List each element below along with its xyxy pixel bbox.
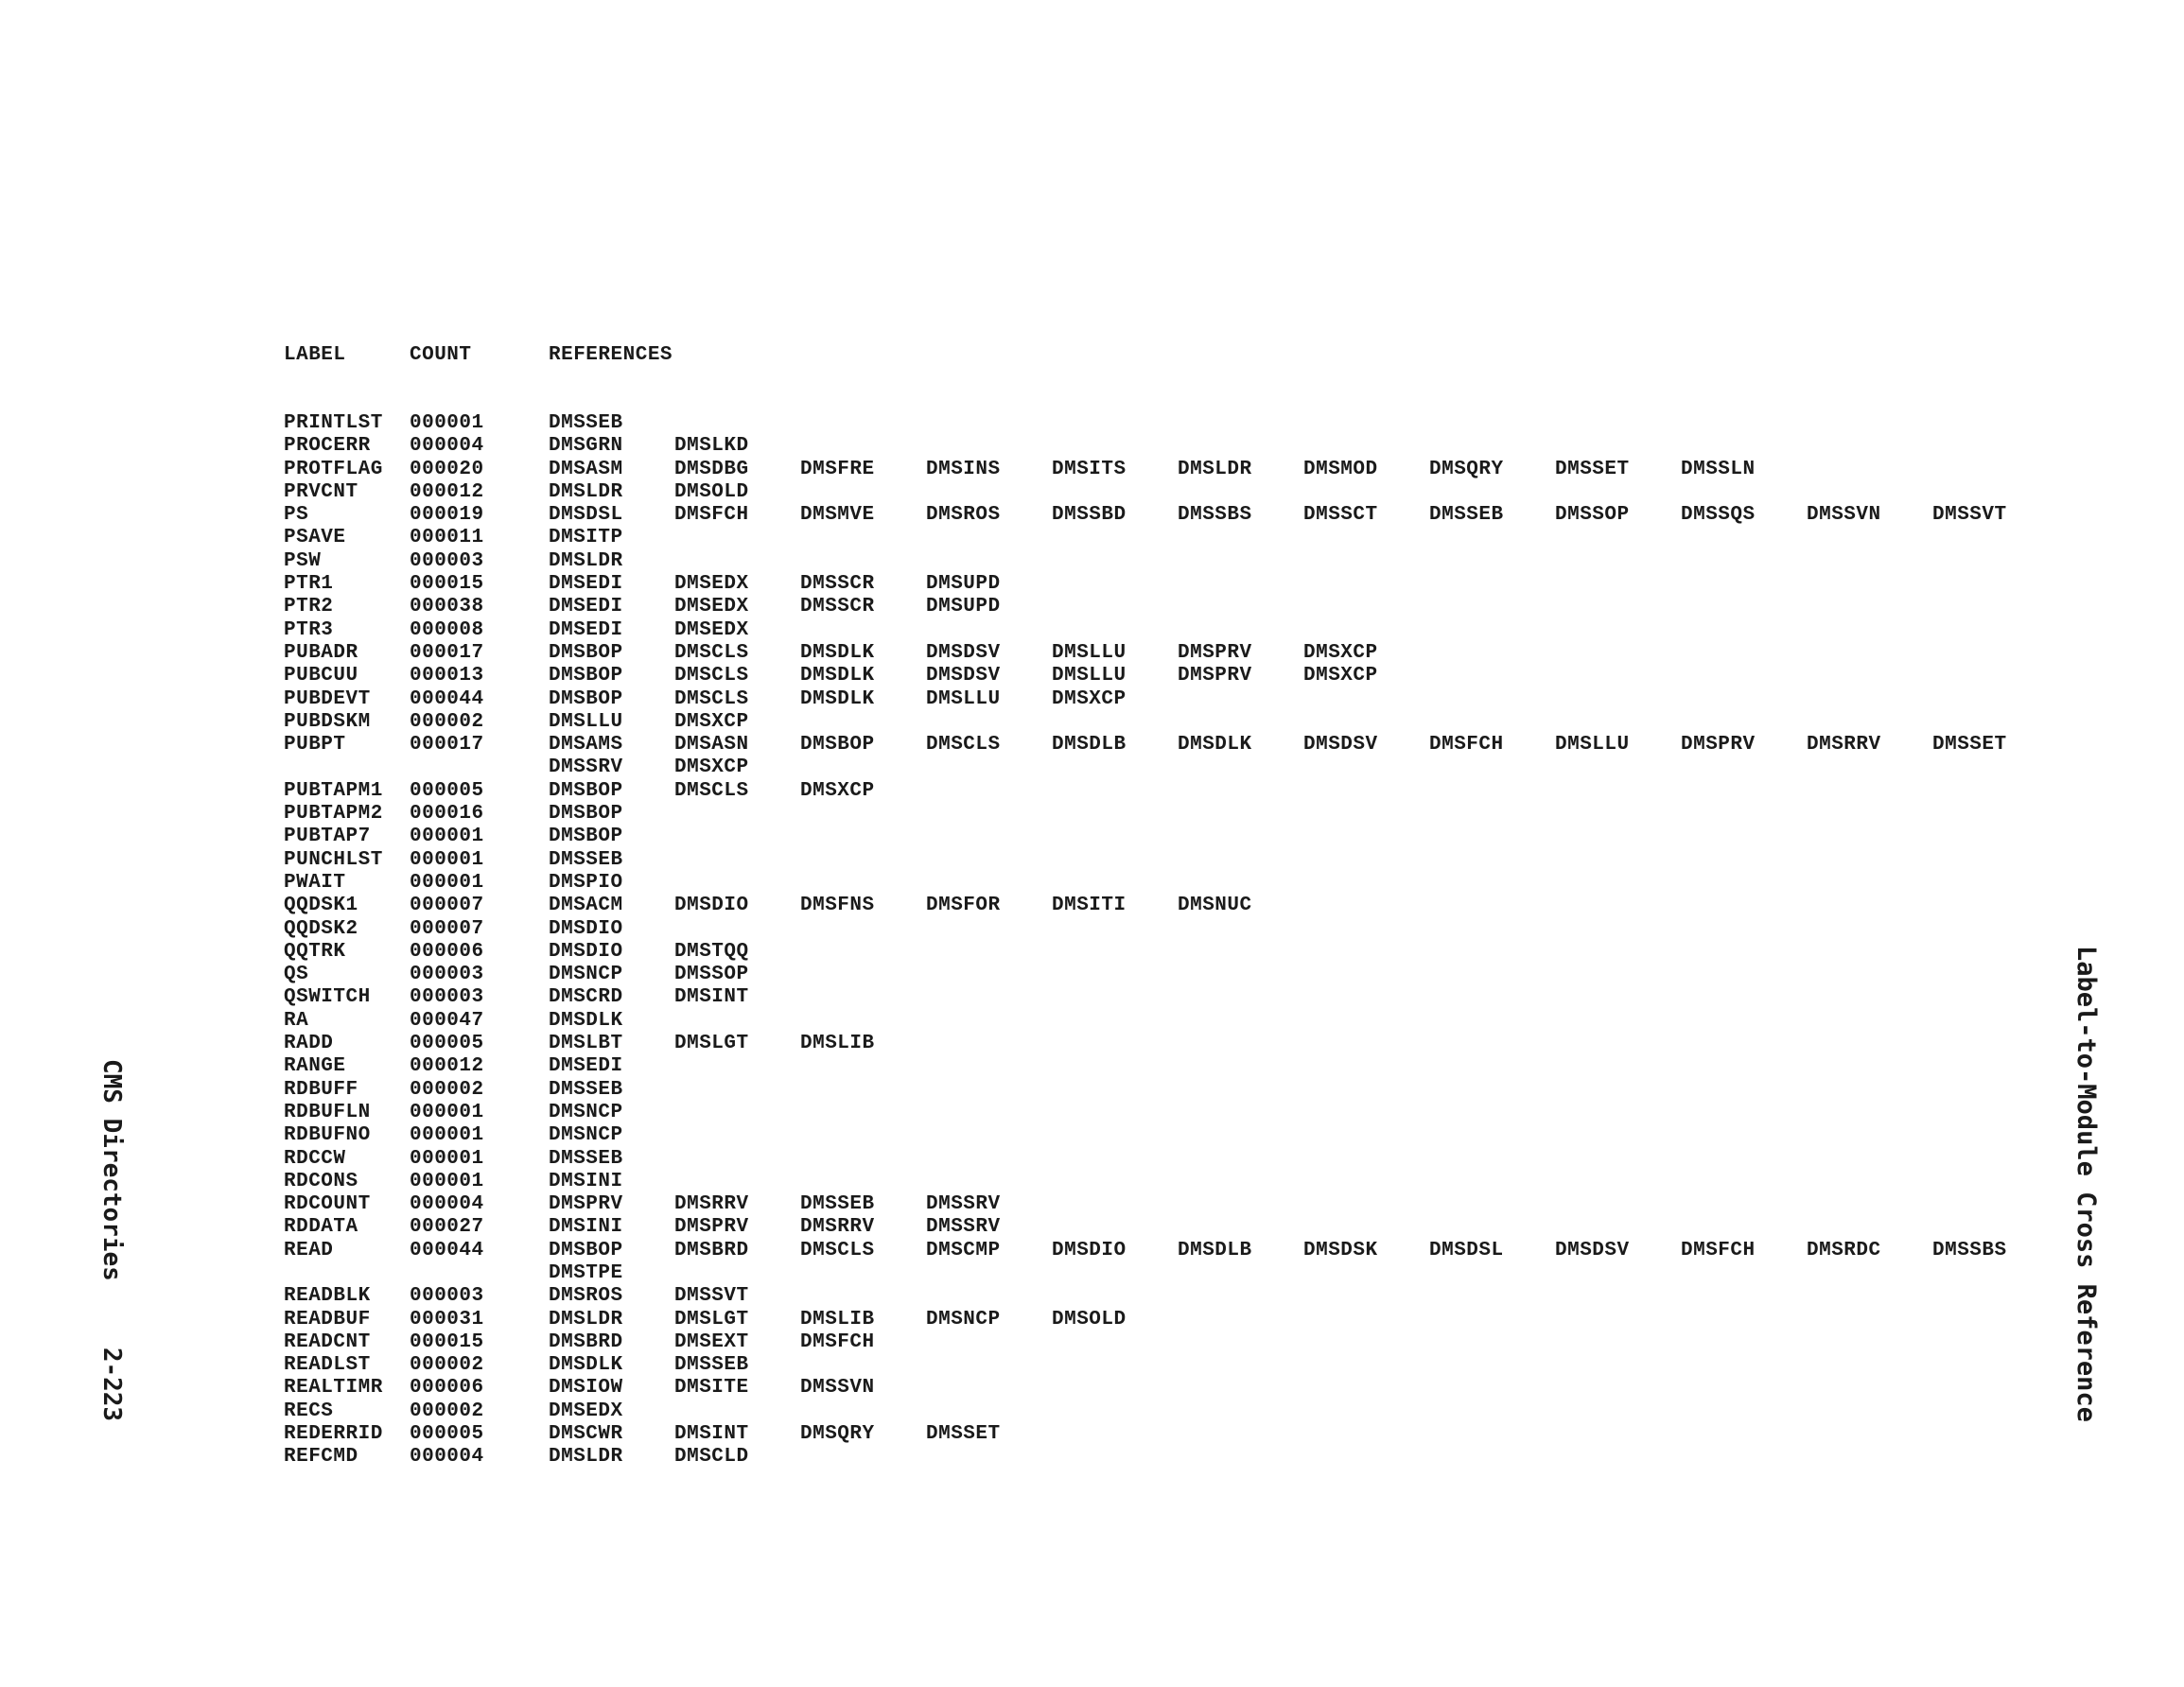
count-cell: 000017: [410, 734, 484, 757]
reference-cell: DMSLLU: [1052, 665, 1127, 687]
reference-cell: DMSAMS: [549, 734, 623, 757]
label-cell: RANGE: [284, 1055, 346, 1078]
count-cell: 000001: [410, 826, 484, 848]
table-row: [284, 1285, 2058, 1308]
reference-cell: DMSXCP: [1052, 687, 1127, 710]
reference-cell: DMSDLK: [800, 641, 875, 664]
reference-cell: DMSSEB: [549, 412, 623, 434]
table-row: [284, 757, 2058, 779]
reference-cell: DMSBOP: [800, 734, 875, 757]
reference-cell: DMSLDR: [549, 480, 623, 503]
label-cell: READLST: [284, 1354, 371, 1377]
label-cell: [284, 757, 410, 779]
label-cell: PTR1: [284, 573, 334, 596]
count-cell: 000002: [410, 1078, 484, 1101]
count-cell: 000044: [410, 687, 484, 710]
label-cell: PS: [284, 504, 309, 527]
count-cell: 000047: [410, 1009, 484, 1032]
reference-cell: DMSLGT: [674, 1308, 749, 1330]
count-cell: 000001: [410, 1170, 484, 1192]
table-row: [284, 826, 2058, 848]
count-cell: [410, 757, 549, 779]
reference-cell: DMSPRV: [1178, 641, 1252, 664]
reference-cell: DMSSQS: [1681, 504, 1756, 527]
reference-cell: DMSBOP: [549, 1239, 623, 1261]
reference-cell: DMSCLS: [674, 779, 749, 802]
table-row: [284, 1010, 2058, 1033]
reference-cell: DMSSEB: [549, 848, 623, 871]
table-row: [284, 481, 2058, 504]
count-cell: 000006: [410, 1377, 484, 1400]
label-cell: REDERRID: [284, 1423, 383, 1446]
table-row: [284, 803, 2058, 826]
reference-cell: DMSSEB: [674, 1354, 749, 1377]
reference-cell: DMSBOP: [549, 826, 623, 848]
table-row: [284, 1193, 2058, 1216]
reference-cell: DMSSRV: [926, 1216, 1001, 1239]
reference-cell: DMSCLD: [674, 1446, 749, 1469]
reference-cell: DMSXCP: [1303, 641, 1378, 664]
reference-cell: DMSASN: [674, 734, 749, 757]
table-row: [284, 573, 2058, 596]
label-cell: QQDSK1: [284, 895, 358, 917]
table-row: [284, 780, 2058, 803]
table-row: [284, 1423, 2058, 1446]
count-cell: 000007: [410, 917, 484, 940]
reference-cell: DMSLKD: [674, 435, 749, 458]
table-row: [284, 688, 2058, 711]
reference-cell: DMSEDX: [674, 596, 749, 618]
reference-cell: DMSFRE: [800, 458, 875, 480]
count-cell: 000019: [410, 504, 484, 527]
reference-cell: DMSSVT: [1932, 504, 2007, 527]
reference-cell: DMSDIO: [549, 940, 623, 963]
label-cell: RDDATA: [284, 1216, 358, 1239]
label-cell: REFCMD: [284, 1446, 358, 1469]
count-cell: 000008: [410, 618, 484, 641]
reference-cell: DMSDSV: [1303, 734, 1378, 757]
reference-cell: DMSBOP: [549, 687, 623, 710]
label-cell: RDBUFF: [284, 1078, 358, 1101]
reference-cell: DMSSOP: [1555, 504, 1630, 527]
table-row: [284, 1240, 2058, 1262]
table-row: [284, 872, 2058, 895]
reference-cell: DMSSCR: [800, 596, 875, 618]
reference-cell: DMSSVN: [1807, 504, 1881, 527]
reference-cell: DMSXCP: [1303, 665, 1378, 687]
label-cell: QSWITCH: [284, 986, 371, 1009]
label-cell: PUBADR: [284, 641, 358, 664]
label-cell: RADD: [284, 1033, 334, 1055]
table-row: [284, 711, 2058, 734]
reference-cell: DMSSVT: [674, 1285, 749, 1308]
reference-cell: DMSRDC: [1807, 1239, 1881, 1261]
reference-cell: DMSFCH: [1429, 734, 1504, 757]
header-references: REFERENCES: [549, 344, 673, 366]
count-cell: 000001: [410, 412, 484, 434]
reference-cell: DMSDLK: [800, 687, 875, 710]
reference-cell: DMSDIO: [1052, 1239, 1127, 1261]
label-cell: PSW: [284, 549, 322, 572]
label-cell: PWAIT: [284, 871, 346, 894]
table-row: [284, 665, 2058, 687]
count-cell: 000012: [410, 480, 484, 503]
reference-cell: DMSPRV: [1178, 665, 1252, 687]
reference-cell: DMSBOP: [549, 641, 623, 664]
page-footer-left: [97, 1059, 126, 1421]
table-row: [284, 1148, 2058, 1171]
count-cell: 000004: [410, 435, 484, 458]
count-cell: 000001: [410, 1147, 484, 1170]
table-row: [284, 1079, 2058, 1102]
reference-cell: DMSEDI: [549, 573, 623, 596]
table-row: [284, 1400, 2058, 1423]
table-row: [284, 941, 2058, 964]
table-row: [284, 1309, 2058, 1331]
label-cell: QQTRK: [284, 940, 346, 963]
reference-cell: DMSXCP: [674, 710, 749, 733]
count-cell: 000007: [410, 895, 484, 917]
table-row: [284, 1055, 2058, 1078]
label-cell: READBUF: [284, 1308, 371, 1330]
label-cell: PROTFLAG: [284, 458, 383, 480]
label-cell: PUBTAP7: [284, 826, 371, 848]
reference-cell: DMSDBG: [674, 458, 749, 480]
reference-cell: DMSXCP: [800, 779, 875, 802]
reference-cell: DMSDLK: [1178, 734, 1252, 757]
reference-cell: DMSCLS: [926, 734, 1001, 757]
table-row: [284, 504, 2058, 527]
reference-cell: DMSSLN: [1681, 458, 1756, 480]
label-cell: READ: [284, 1239, 334, 1261]
reference-cell: DMSLLU: [926, 687, 1001, 710]
table-row: [284, 918, 2058, 941]
reference-cell: DMSCLS: [800, 1239, 875, 1261]
cross-reference-table: [284, 344, 2058, 1470]
reference-cell: DMSEXT: [674, 1330, 749, 1353]
reference-cell: DMSROS: [926, 504, 1001, 527]
reference-cell: DMSXCP: [674, 757, 749, 779]
reference-cell: DMSSEB: [549, 1147, 623, 1170]
reference-cell: DMSEDX: [674, 618, 749, 641]
table-row: [284, 1446, 2058, 1469]
reference-cell: DMSDLB: [1052, 734, 1127, 757]
reference-cell: DMSQRY: [1429, 458, 1504, 480]
reference-cell: DMSDSL: [1429, 1239, 1504, 1261]
reference-cell: DMSCMP: [926, 1239, 1001, 1261]
count-cell: 000011: [410, 527, 484, 549]
label-cell: [284, 1262, 410, 1285]
reference-cell: DMSOLD: [674, 480, 749, 503]
reference-cell: DMSCLS: [674, 687, 749, 710]
count-cell: 000005: [410, 1033, 484, 1055]
reference-cell: DMSDSV: [1555, 1239, 1630, 1261]
reference-cell: DMSSVN: [800, 1377, 875, 1400]
reference-cell: DMSIOW: [549, 1377, 623, 1400]
reference-cell: DMSUPD: [926, 596, 1001, 618]
reference-cell: DMSLLU: [549, 710, 623, 733]
reference-cell: DMSLDR: [549, 1308, 623, 1330]
section-title: CMS Directories: [97, 1059, 126, 1281]
label-cell: RA: [284, 1009, 309, 1032]
count-cell: 000013: [410, 665, 484, 687]
reference-cell: DMSCLS: [674, 641, 749, 664]
page-header-right: [2071, 946, 2101, 1422]
count-cell: 000003: [410, 964, 484, 986]
table-row: [284, 435, 2058, 458]
count-cell: 000015: [410, 1330, 484, 1353]
reference-cell: DMSCRD: [549, 986, 623, 1009]
label-cell: PUNCHLST: [284, 848, 383, 871]
count-cell: 000044: [410, 1239, 484, 1261]
table-row: [284, 1377, 2058, 1400]
table-row: [284, 986, 2058, 1009]
label-cell: READBLK: [284, 1285, 371, 1308]
table-row: [284, 1102, 2058, 1124]
reference-cell: DMSFCH: [674, 504, 749, 527]
label-cell: QS: [284, 964, 309, 986]
table-row: [284, 619, 2058, 642]
reference-cell: DMSEDI: [549, 618, 623, 641]
count-cell: 000001: [410, 1101, 484, 1123]
reference-cell: DMSINT: [674, 1423, 749, 1446]
label-cell: PUBDSKM: [284, 710, 371, 733]
count-cell: 000004: [410, 1446, 484, 1469]
table-row: [284, 849, 2058, 872]
reference-cell: DMSDLK: [800, 665, 875, 687]
table-row: [284, 1033, 2058, 1055]
count-cell: 000016: [410, 803, 484, 826]
label-cell: RDBUFLN: [284, 1101, 371, 1123]
label-cell: PTR3: [284, 618, 334, 641]
reference-cell: DMSPIO: [549, 871, 623, 894]
reference-cell: DMSDIO: [674, 895, 749, 917]
reference-cell: DMSSEB: [1429, 504, 1504, 527]
reference-cell: DMSSCR: [800, 573, 875, 596]
reference-cell: DMSINI: [549, 1170, 623, 1192]
label-cell: PUBTAPM2: [284, 803, 383, 826]
reference-cell: DMSASM: [549, 458, 623, 480]
table-row: [284, 550, 2058, 573]
reference-cell: DMSDLB: [1178, 1239, 1252, 1261]
label-cell: QQDSK2: [284, 917, 358, 940]
reference-cell: DMSLDR: [1178, 458, 1252, 480]
count-cell: 000001: [410, 1124, 484, 1147]
reference-cell: DMSFOR: [926, 895, 1001, 917]
reference-cell: DMSNCP: [549, 1124, 623, 1147]
label-cell: RDCCW: [284, 1147, 346, 1170]
header-label: LABEL: [284, 344, 346, 366]
reference-cell: DMSSEB: [800, 1193, 875, 1216]
reference-cell: DMSBOP: [549, 779, 623, 802]
count-cell: 000003: [410, 1285, 484, 1308]
table-body: [284, 412, 2058, 1470]
label-cell: READCNT: [284, 1330, 371, 1353]
reference-cell: DMSOLD: [1052, 1308, 1127, 1330]
count-cell: 000003: [410, 549, 484, 572]
table-header-row: [284, 344, 2058, 412]
reference-cell: DMSUPD: [926, 573, 1001, 596]
reference-cell: DMSMVE: [800, 504, 875, 527]
label-cell: PTR2: [284, 596, 334, 618]
count-cell: 000002: [410, 710, 484, 733]
reference-cell: DMSSBS: [1932, 1239, 2007, 1261]
reference-cell: DMSSBS: [1178, 504, 1252, 527]
reference-cell: DMSCLS: [674, 665, 749, 687]
table-row: [284, 1354, 2058, 1377]
reference-cell: DMSINS: [926, 458, 1001, 480]
reference-cell: DMSLIB: [800, 1033, 875, 1055]
reference-cell: DMSEDX: [549, 1400, 623, 1422]
label-cell: RDCOUNT: [284, 1193, 371, 1216]
reference-cell: DMSDLK: [549, 1354, 623, 1377]
label-cell: PUBPT: [284, 734, 346, 757]
chapter-title: Label-to-Module Cross Reference: [2071, 946, 2101, 1422]
page-number: 2-223: [97, 1347, 126, 1422]
reference-cell: DMSNCP: [549, 964, 623, 986]
table-row: [284, 459, 2058, 481]
reference-cell: DMSLDR: [549, 549, 623, 572]
reference-cell: DMSLIB: [800, 1308, 875, 1330]
reference-cell: DMSITP: [549, 527, 623, 549]
count-cell: 000012: [410, 1055, 484, 1078]
reference-cell: DMSLDR: [549, 1446, 623, 1469]
reference-cell: DMSSEB: [549, 1078, 623, 1101]
count-cell: 000027: [410, 1216, 484, 1239]
label-cell: RDBUFNO: [284, 1124, 371, 1147]
count-cell: 000017: [410, 641, 484, 664]
table-row: [284, 1124, 2058, 1147]
reference-cell: DMSBRD: [674, 1239, 749, 1261]
reference-cell: DMSLBT: [549, 1033, 623, 1055]
reference-cell: DMSSRV: [926, 1193, 1001, 1216]
reference-cell: DMSSRV: [549, 757, 623, 779]
reference-cell: DMSRRV: [674, 1193, 749, 1216]
count-cell: 000003: [410, 986, 484, 1009]
count-cell: 000002: [410, 1400, 484, 1422]
table-row: [284, 412, 2058, 435]
count-cell: 000001: [410, 871, 484, 894]
reference-cell: DMSFCH: [800, 1330, 875, 1353]
reference-cell: DMSBRD: [549, 1330, 623, 1353]
reference-cell: DMSNUC: [1178, 895, 1252, 917]
table-row: [284, 964, 2058, 986]
count-cell: 000004: [410, 1193, 484, 1216]
label-cell: PUBCUU: [284, 665, 358, 687]
reference-cell: DMSBOP: [549, 803, 623, 826]
reference-cell: DMSINT: [674, 986, 749, 1009]
reference-cell: DMSDSV: [926, 665, 1001, 687]
reference-cell: DMSFNS: [800, 895, 875, 917]
reference-cell: DMSEDI: [549, 1055, 623, 1078]
reference-cell: DMSNCP: [549, 1101, 623, 1123]
reference-cell: DMSBOP: [549, 665, 623, 687]
count-cell: 000006: [410, 940, 484, 963]
reference-cell: DMSQRY: [800, 1423, 875, 1446]
reference-cell: DMSEDX: [674, 573, 749, 596]
table-row: [284, 527, 2058, 549]
reference-cell: DMSGRN: [549, 435, 623, 458]
count-cell: 000031: [410, 1308, 484, 1330]
reference-cell: DMSDIO: [549, 917, 623, 940]
reference-cell: DMSPRV: [674, 1216, 749, 1239]
count-cell: 000002: [410, 1354, 484, 1377]
table-row: [284, 1216, 2058, 1239]
table-row: [284, 734, 2058, 757]
reference-cell: DMSPRV: [1681, 734, 1756, 757]
reference-cell: DMSMOD: [1303, 458, 1378, 480]
reference-cell: DMSLGT: [674, 1033, 749, 1055]
reference-cell: DMSDLK: [549, 1009, 623, 1032]
label-cell: PRVCNT: [284, 480, 358, 503]
reference-cell: DMSTQQ: [674, 940, 749, 963]
count-cell: [410, 1262, 549, 1285]
reference-cell: DMSDSK: [1303, 1239, 1378, 1261]
reference-cell: DMSDSL: [549, 504, 623, 527]
reference-cell: DMSSBD: [1052, 504, 1127, 527]
label-cell: PSAVE: [284, 527, 346, 549]
count-cell: 000005: [410, 1423, 484, 1446]
reference-cell: DMSSCT: [1303, 504, 1378, 527]
reference-cell: DMSACM: [549, 895, 623, 917]
reference-cell: DMSSET: [926, 1423, 1001, 1446]
reference-cell: DMSRRV: [1807, 734, 1881, 757]
reference-cell: DMSCWR: [549, 1423, 623, 1446]
reference-cell: DMSPRV: [549, 1193, 623, 1216]
reference-cell: DMSLLU: [1555, 734, 1630, 757]
count-cell: 000020: [410, 458, 484, 480]
table-row: [284, 642, 2058, 665]
reference-cell: DMSITI: [1052, 895, 1127, 917]
reference-cell: DMSINI: [549, 1216, 623, 1239]
reference-cell: DMSEDI: [549, 596, 623, 618]
table-row: [284, 1331, 2058, 1354]
label-cell: PRINTLST: [284, 412, 383, 434]
reference-cell: DMSRRV: [800, 1216, 875, 1239]
reference-cell: DMSSOP: [674, 964, 749, 986]
reference-cell: DMSITE: [674, 1377, 749, 1400]
reference-cell: DMSSET: [1555, 458, 1630, 480]
reference-cell: DMSTPE: [549, 1261, 623, 1284]
label-cell: RECS: [284, 1400, 334, 1422]
label-cell: PROCERR: [284, 435, 371, 458]
reference-cell: DMSSET: [1932, 734, 2007, 757]
count-cell: 000015: [410, 573, 484, 596]
table-row: [284, 1262, 2058, 1285]
label-cell: PUBTAPM1: [284, 779, 383, 802]
label-cell: REALTIMR: [284, 1377, 383, 1400]
count-cell: 000038: [410, 596, 484, 618]
count-cell: 000001: [410, 848, 484, 871]
reference-cell: DMSFCH: [1681, 1239, 1756, 1261]
table-row: [284, 1171, 2058, 1193]
header-count: COUNT: [410, 344, 472, 366]
reference-cell: DMSLLU: [1052, 641, 1127, 664]
label-cell: PUBDEVT: [284, 687, 371, 710]
reference-cell: DMSROS: [549, 1285, 623, 1308]
label-cell: RDCONS: [284, 1170, 358, 1192]
table-row: [284, 596, 2058, 618]
count-cell: 000005: [410, 779, 484, 802]
reference-cell: DMSDSV: [926, 641, 1001, 664]
reference-cell: DMSNCP: [926, 1308, 1001, 1330]
table-row: [284, 895, 2058, 917]
reference-cell: DMSITS: [1052, 458, 1127, 480]
